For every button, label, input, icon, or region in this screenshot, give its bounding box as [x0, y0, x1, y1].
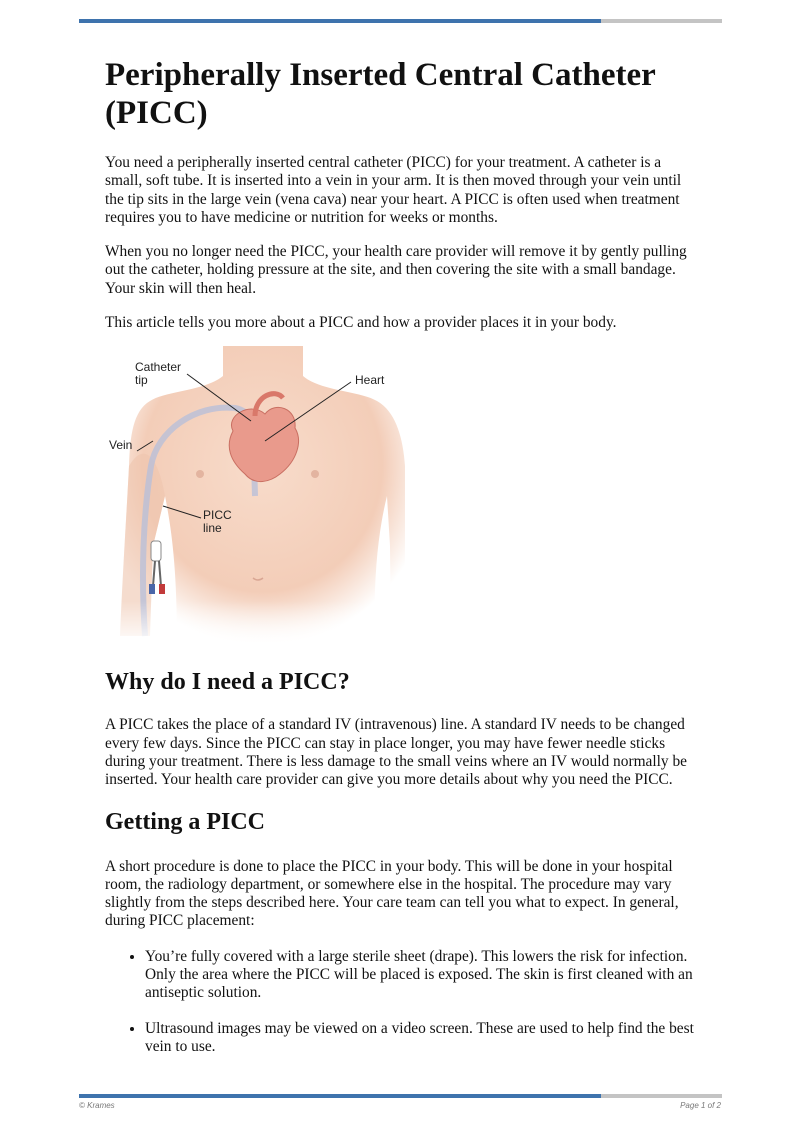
section-heading: Getting a PICC: [105, 808, 265, 835]
bullet-list: [105, 948, 697, 1056]
list-item: • You’re fully covered with a large sterile sheet (drape). This lowers the risk for infection. Only the area where the PICC will be placed is exposed. The skin is first cleaned with an antiseptic solution.: [145, 948, 697, 1003]
figure-fade: [105, 346, 405, 646]
section-paragraph: A short procedure is done to place the PICC in your body. This will be done in your hospital room, the radiology department, or somewhere else in the hospital. The procedure may vary slightly from the steps described here. Your care team can tell you what to expect. In general, during PICC placement:: [105, 857, 679, 930]
picc-illustration: [105, 346, 405, 646]
torso-diagram: [105, 346, 405, 646]
footer-copyright: © Krames: [79, 1101, 115, 1110]
footer-rule-grey: [601, 1094, 722, 1098]
intro-paragraph: This article tells you more about a PICC and how a provider places it in your body.: [105, 314, 617, 332]
intro-paragraph: When you no longer need the PICC, your health care provider will remove it by gently pulling out the catheter, holding pressure at the site, and then covering the site with a small bandage. Your skin will then heal.: [105, 243, 687, 297]
section-heading: Why do I need a PICC?: [105, 669, 350, 696]
footer-page-number: Page 1 of 2: [680, 1101, 721, 1110]
header-rule: [79, 19, 722, 23]
document-body: [105, 56, 697, 1073]
page-title: Peripherally Inserted Central Catheter (PICC): [105, 57, 656, 131]
section-paragraph: A PICC takes the place of a standard IV (intravenous) line. A standard IV needs to be changed every few days. Since the PICC can stay in place longer, you may have fewer needle sticks during your treatment. There is less damage to the small veins where an IV would normally be inserted. Your health care provider can give you more details about why you need the PICC.: [105, 716, 687, 789]
footer-rule: [79, 1094, 722, 1098]
footer-rule-blue: [79, 1094, 601, 1098]
list-item: • Ultrasound images may be viewed on a video screen. These are used to help find the best vein to use.: [145, 1020, 697, 1057]
header-rule-blue: [79, 19, 601, 23]
header-rule-grey: [601, 19, 722, 23]
intro-paragraph: You need a peripherally inserted central catheter (PICC) for your treatment. A catheter is a small, soft tube. It is inserted into a vein in your arm. It is then moved through your vein until the tip sits in the large vein (vena cava) near your heart. A PICC is often used when treatment requires you to have medicine or nutrition for weeks or months.: [105, 154, 682, 226]
